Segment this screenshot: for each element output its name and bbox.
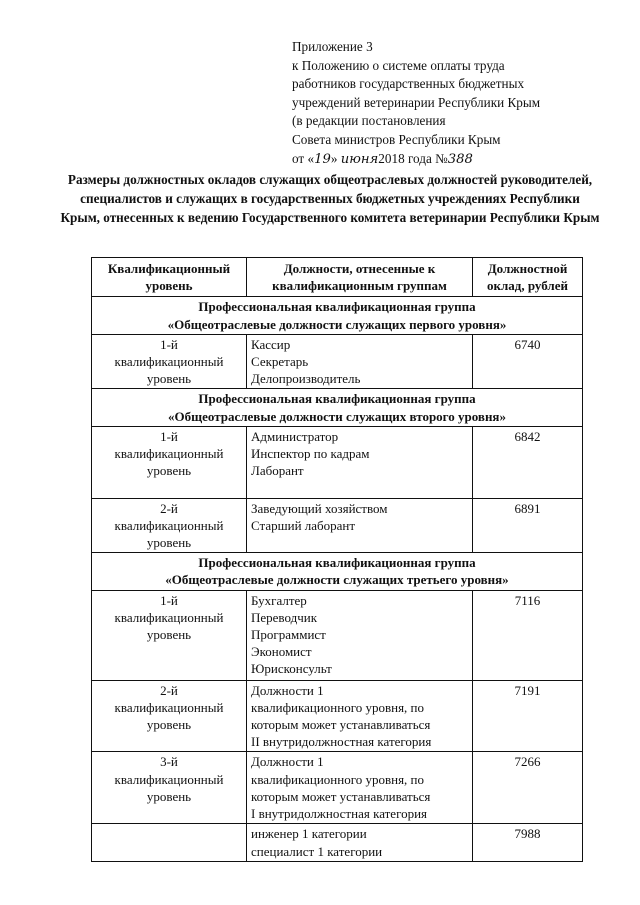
position-item: инженер 1 категории	[251, 826, 367, 842]
level-cell	[92, 426, 247, 498]
salary-cell: 7266	[473, 752, 583, 824]
position-item: Старший лаборант	[251, 517, 356, 533]
level-text: квалификационный	[114, 446, 224, 462]
position-item: Кассир	[251, 336, 291, 352]
appendix-date-line	[292, 150, 540, 170]
level-cell	[92, 334, 247, 389]
positions-cell	[247, 824, 473, 861]
level-text: уровень	[146, 371, 192, 387]
table-body	[92, 297, 583, 861]
positions-cell	[247, 334, 473, 389]
level-text: 1-й	[160, 592, 178, 608]
positions-cell	[247, 590, 473, 680]
table-row	[92, 426, 583, 498]
level-text: 3-й	[160, 754, 178, 770]
handwritten-month: июня	[340, 151, 379, 167]
level-text: уровень	[146, 788, 192, 804]
position-item: Программист	[251, 627, 326, 643]
position-item: Делопроизводитель	[251, 371, 361, 387]
level-text: уровень	[146, 535, 192, 551]
level-text: 2-й	[160, 682, 178, 698]
position-item: Заведующий хозяйством	[251, 500, 388, 516]
table-row	[92, 680, 583, 752]
position-item: Должности 1	[251, 754, 324, 770]
position-item: Юрисконсульт	[251, 661, 332, 677]
level-text: уровень	[146, 627, 192, 643]
handwritten-number: 388	[447, 151, 473, 167]
level-cell	[92, 824, 247, 861]
position-item: Лаборант	[251, 463, 304, 479]
salary-table	[91, 257, 583, 862]
position-item: Экономист	[251, 644, 312, 660]
level-text: 1-й	[160, 428, 178, 444]
salary-cell: 6740	[473, 334, 583, 389]
position-item: Переводчик	[251, 609, 318, 625]
table-header-row	[92, 258, 583, 297]
level-text: уровень	[146, 717, 192, 733]
salary-cell: 7191	[473, 680, 583, 752]
header-level: Квалификационный уровень	[92, 258, 247, 297]
position-item: Администратор	[251, 428, 339, 444]
position-item: Секретарь	[251, 354, 309, 370]
level-text: квалификационный	[114, 517, 224, 533]
group-row	[92, 389, 583, 426]
level-text: квалификационный	[114, 699, 224, 715]
appendix-line: учреждений ветеринарии Республики Крым	[292, 94, 541, 110]
level-text: 2-й	[160, 500, 178, 516]
position-item: которым может устанавливаться	[251, 717, 431, 733]
salary-cell: 6891	[473, 498, 583, 553]
table-row	[92, 590, 583, 680]
appendix-line: Приложение 3	[292, 39, 373, 54]
appendix-line: (в редакции постановления	[292, 113, 446, 129]
group-title-line: «Общеотраслевые должности служащих третьего уровня»	[165, 572, 509, 588]
group-title-line: «Общеотраслевые должности служащих второго уровня»	[168, 408, 506, 424]
position-item: I внутридолжностная категория	[251, 806, 428, 822]
table-row	[92, 334, 583, 389]
position-item: квалификационного уровня, по	[251, 699, 424, 715]
salary-cell: 7988	[473, 824, 583, 861]
appendix-line: Совета министров Республики Крым	[292, 131, 501, 147]
level-cell	[92, 752, 247, 824]
table-row	[92, 824, 583, 861]
position-item: Инспектор по кадрам	[251, 446, 370, 462]
level-text: 1-й	[160, 336, 178, 352]
group-title	[92, 553, 583, 590]
handwritten-day: 19	[314, 151, 331, 167]
positions-cell	[247, 680, 473, 752]
group-title-line: «Общеотраслевые должности служащих первого уровня»	[167, 316, 507, 332]
header-salary: Должностной оклад, рублей	[473, 258, 583, 297]
appendix-line: работников государственных бюджетных	[292, 76, 525, 92]
document-title: Размеры должностных окладов служащих общеотраслевых должностей руководителей, специалистов и служащих в государственных бюджетных учреждениях Республики Крым, отнесенных к ведению Государственного комитета ветеринарии Республики Крым	[60, 172, 600, 225]
position-item: которым может устанавливаться	[251, 788, 431, 804]
position-item: II внутридолжностная категория	[251, 734, 432, 750]
level-text: квалификационный	[114, 771, 224, 787]
table-row	[92, 752, 583, 824]
level-text: квалификационный	[114, 354, 224, 370]
group-title	[92, 389, 583, 426]
level-text: уровень	[146, 463, 192, 479]
position-item: Бухгалтер	[251, 592, 307, 608]
group-title-line: Профессиональная квалификационная группа	[198, 555, 476, 571]
positions-cell	[247, 426, 473, 498]
group-title	[92, 297, 583, 334]
position-item: квалификационного уровня, по	[251, 771, 424, 787]
position-item: специалист 1 категории	[251, 843, 383, 859]
header-positions: Должности, отнесенные к квалификационным группам	[247, 258, 473, 297]
positions-cell	[247, 752, 473, 824]
date-year: 2018 года №	[378, 150, 448, 166]
salary-cell: 7116	[473, 590, 583, 680]
group-row	[92, 297, 583, 334]
group-title-line: Профессиональная квалификационная группа	[198, 391, 476, 407]
date-prefix: от «	[292, 150, 315, 166]
level-cell	[92, 590, 247, 680]
group-title-line: Профессиональная квалификационная группа	[198, 299, 476, 315]
level-cell	[92, 680, 247, 752]
positions-cell	[247, 498, 473, 553]
appendix-line: к Положению о системе оплаты труда	[292, 57, 505, 73]
table-row	[92, 498, 583, 553]
date-mid: »	[330, 150, 341, 166]
level-text: квалификационный	[114, 609, 224, 625]
group-row	[92, 553, 583, 590]
appendix-header	[292, 38, 540, 169]
level-cell	[92, 498, 247, 553]
position-item: Должности 1	[251, 682, 324, 698]
salary-cell: 6842	[473, 426, 583, 498]
